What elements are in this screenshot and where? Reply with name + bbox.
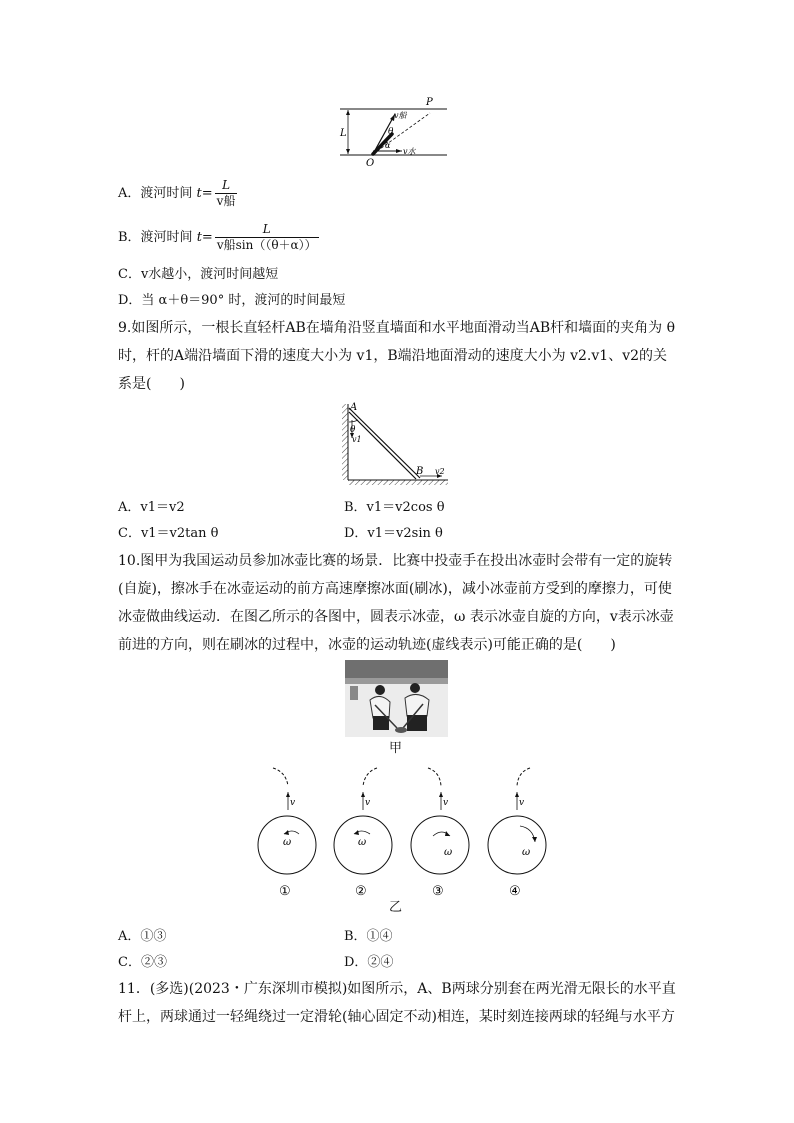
q8-option-a-t: t xyxy=(196,186,202,201)
figure-caption: 乙 xyxy=(389,900,403,915)
circle-1-label: ① xyxy=(279,884,291,899)
q8-option-b-t: t xyxy=(196,230,202,245)
circle-4-label: ④ xyxy=(509,884,521,899)
label-v-boat: v船 xyxy=(394,111,407,120)
q8-option-c: C．v水越小，渡河时间越短 xyxy=(118,267,279,282)
circle-3-omega: ω xyxy=(444,847,453,858)
q9-stem: 9.如图所示，一根长直轻杆AB在墙角沿竖直墙面和水平地面滑动当AB杆和墙面的夹角为 θ时，杆的A端沿墙面下滑的速度大小为 v1，B端沿地面滑动的速度大小为 v2.v1、v2的关系是( ) xyxy=(118,320,676,392)
q8-option-a xyxy=(118,178,237,209)
label-P: P xyxy=(426,97,433,108)
q8-option-a-numerator: L xyxy=(215,178,238,194)
curling-photo xyxy=(345,660,448,737)
circle-3-v: v xyxy=(443,798,449,808)
circle-2-v: v xyxy=(365,798,371,808)
q10-stem: 10.图甲为我国运动员参加冰壶比赛的场景．比赛中投壶手在投出冰壶时会带有一定的旋转(自旋)，擦冰手在冰壶运动的前方高速摩擦冰面(刷冰)，减小冰壶前方受到的摩擦力，可使冰壶做曲线运动．在图乙所示的各图中，圆表示冰壶，ω 表示冰壶自旋的方向，v表示冰壶前进的方向，则在刷冰的过程中，冰壶的运动轨迹(虚线表示)可能正确的是( ) xyxy=(118,553,674,653)
circle-1-omega: ω xyxy=(283,837,292,848)
label-v1: v1 xyxy=(352,435,362,444)
label-v2: v2 xyxy=(435,467,445,476)
circle-1-v: v xyxy=(290,798,296,808)
q10-option-c: C．②③ xyxy=(118,955,167,970)
q8-option-a-denominator: v船 xyxy=(216,194,236,208)
q8-option-b xyxy=(118,222,319,253)
label-B: B xyxy=(416,466,424,477)
river-crossing-figure xyxy=(330,96,455,170)
q10-option-d: D．②④ xyxy=(344,955,394,970)
q10-option-a: A．①③ xyxy=(118,929,167,944)
label-alpha: α xyxy=(385,141,391,150)
curling-trajectory-figure xyxy=(250,762,560,902)
label-L: L xyxy=(340,128,347,139)
rod-wall-figure xyxy=(340,398,452,488)
q8-option-a-fraction xyxy=(215,178,238,209)
circle-4-v: v xyxy=(519,798,525,808)
q10-option-b: B．①④ xyxy=(344,929,393,944)
q8-option-b-prefix: B．渡河时间 xyxy=(118,230,197,245)
label-theta: θ xyxy=(350,425,356,435)
label-v-water: v水 xyxy=(403,147,416,156)
q9-option-b: B．v1＝v2cos θ xyxy=(344,500,445,515)
q8-option-b-numerator: L xyxy=(215,222,319,238)
photo-caption: 甲 xyxy=(389,741,403,756)
circle-2-omega: ω xyxy=(358,837,367,848)
label-A: A xyxy=(350,402,358,413)
circle-3-label: ③ xyxy=(432,884,444,899)
q8-option-b-eq: = xyxy=(201,230,213,245)
circle-4-omega: ω xyxy=(522,847,531,858)
circle-2-label: ② xyxy=(355,884,367,899)
label-O: O xyxy=(366,158,375,169)
q8-option-b-fraction xyxy=(215,222,319,253)
q8-option-a-eq: = xyxy=(201,186,213,201)
q8-option-b-denominator: v船sin（（θ＋α）） xyxy=(216,238,317,252)
q9-option-d: D．v1＝v2sin θ xyxy=(344,526,443,541)
q9-option-c: C．v1＝v2tan θ xyxy=(118,526,219,541)
q8-option-a-prefix: A．渡河时间 xyxy=(118,186,197,201)
q8-option-d: D．当 α＋θ＝90° 时，渡河的时间最短 xyxy=(118,293,346,308)
q9-option-a: A．v1＝v2 xyxy=(118,500,185,515)
q11-stem: 11．(多选)(2023・广东深圳市模拟)如图所示，A、B两球分别套在两光滑无限长的水平直杆上，两球通过一轻绳绕过一定滑轮(轴心固定不动)相连，某时刻连接两球的轻绳与水平方 xyxy=(118,981,676,1025)
label-theta: θ xyxy=(388,127,394,137)
